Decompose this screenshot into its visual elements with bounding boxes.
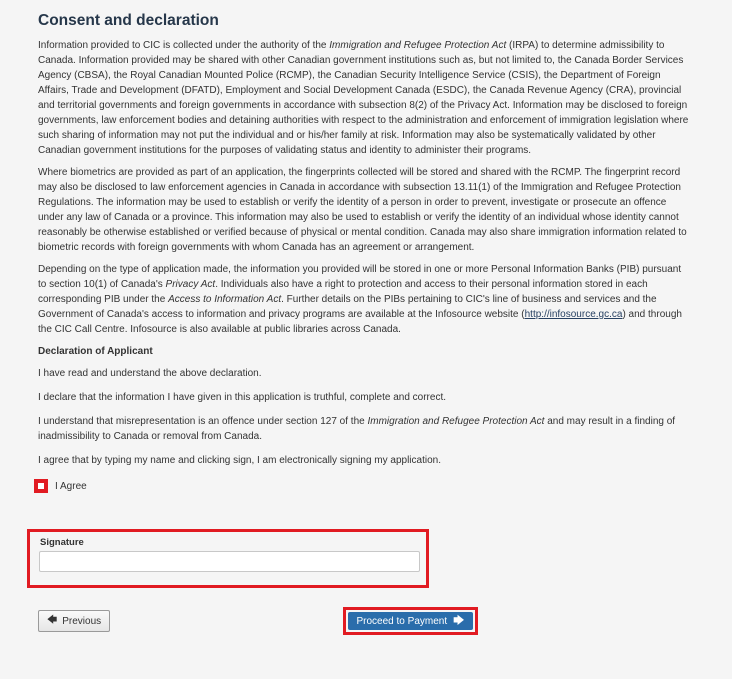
declaration-statement-1: I have read and understand the above declaration. bbox=[38, 368, 262, 379]
page-title: Consent and declaration bbox=[38, 12, 219, 29]
privacy-paragraph-1: Information provided to CIC is collected under the authority of the Immigration and Refugee Protection Act (IRPA) to determine admissibility to Canada. Information provided may be shared with other Canadian government institutions such as, but not limited to, the Canada Border Services Agency (CBSA), the Royal Canadian Mounted Police (RCMP), the Canadian Security Intelligence Service (CSIS), the Department of Foreign Affairs, Trade and Development (DFATD), Employment and Social Development Canada (ESDC), the Canada Revenue Agency (CRA), provincial and territorial governments and foreign governments in accordance with subsection 8(2) of the Privacy Act. Information may be disclosed to foreign governments, law enforcement bodies and detaining authorities with respect to the administration and enforcement of immigration legislation where such sharing of information may not put the individual and or his/her family at risk. Information may also be systematically validated by other Canadian government institutions for the purposes of validating status and identity to administer their programs. bbox=[38, 40, 689, 156]
declaration-heading: Declaration of Applicant bbox=[38, 346, 153, 357]
privacy-paragraph-2: Where biometrics are provided as part of an application, the fingerprints collected will be stored and shared with the RCMP. The fingerprint record may also be disclosed to law enforcement agencies in Canada in accordance with subsection 13.11(1) of the Immigration and Refugee Protection Regulations. The information may be used to establish or verify the identity of a person in order to prevent, investigate or prosecute an offence under any law of Canada or a province. This information may also be used to establish or verify the identity of an individual whose identity cannot reasonably be otherwise established or verified because of physical or mental condition. Canada may also share immigration information related to biometric records with foreign governments with whom Canada has an agreement or arrangement. bbox=[38, 167, 687, 253]
access-act-name: Access to Information Act bbox=[168, 294, 282, 305]
declaration-statement-2: I declare that the information I have given in this application is truthful, complete and correct. bbox=[38, 392, 446, 403]
privacy-act-name: Privacy Act bbox=[165, 279, 216, 290]
proceed-button-label: Proceed to Payment bbox=[356, 615, 448, 627]
arrow-right-icon: 🡆 bbox=[453, 614, 465, 627]
arrow-left-icon: 🡄 bbox=[46, 614, 58, 626]
proceed-to-payment-button[interactable] bbox=[348, 612, 473, 630]
signature-section bbox=[27, 529, 429, 588]
previous-button[interactable] bbox=[38, 610, 110, 632]
irpa-act-name: Immigration and Refugee Protection Act bbox=[367, 416, 545, 427]
declaration-statement-3: I understand that misrepresentation is an offence under section 127 of the Immigration and Refugee Protection Act and may result in a finding of inadmissibility to Canada or removal from Canada. bbox=[38, 416, 676, 442]
agree-row bbox=[36, 479, 87, 493]
agree-checkbox[interactable] bbox=[36, 481, 46, 491]
agree-checkbox-fill bbox=[38, 483, 44, 489]
irpa-act-name: Immigration and Refugee Protection Act bbox=[329, 40, 507, 51]
proceed-button-highlight bbox=[343, 607, 478, 635]
agree-label[interactable]: I Agree bbox=[55, 480, 87, 492]
declaration-statement-4: I agree that by typing my name and clicking sign, I am electronically signing my application. bbox=[38, 455, 441, 466]
privacy-paragraph-3: Depending on the type of application made, the information you provided will be stored in one or more Personal Information Banks (PIB) pursuant to section 10(1) of Canada's Privacy Act. Individuals also have a right to protection and access to their personal information stored in each corresponding PIB under the Access to Information Act. Further details on the PIBs pertaining to CIC's line of business and services and the Government of Canada's access to information and privacy programs are available at the Infosource website (http://infosource.gc.ca) and through the CIC Call Centre. Infosource is also available at public libraries across Canada. bbox=[38, 264, 682, 335]
infosource-link[interactable]: http://infosource.gc.ca bbox=[524, 309, 623, 320]
declaration-content bbox=[38, 38, 690, 477]
signature-label: Signature bbox=[40, 537, 84, 548]
previous-button-label: Previous bbox=[62, 615, 102, 627]
signature-input[interactable] bbox=[39, 551, 420, 572]
